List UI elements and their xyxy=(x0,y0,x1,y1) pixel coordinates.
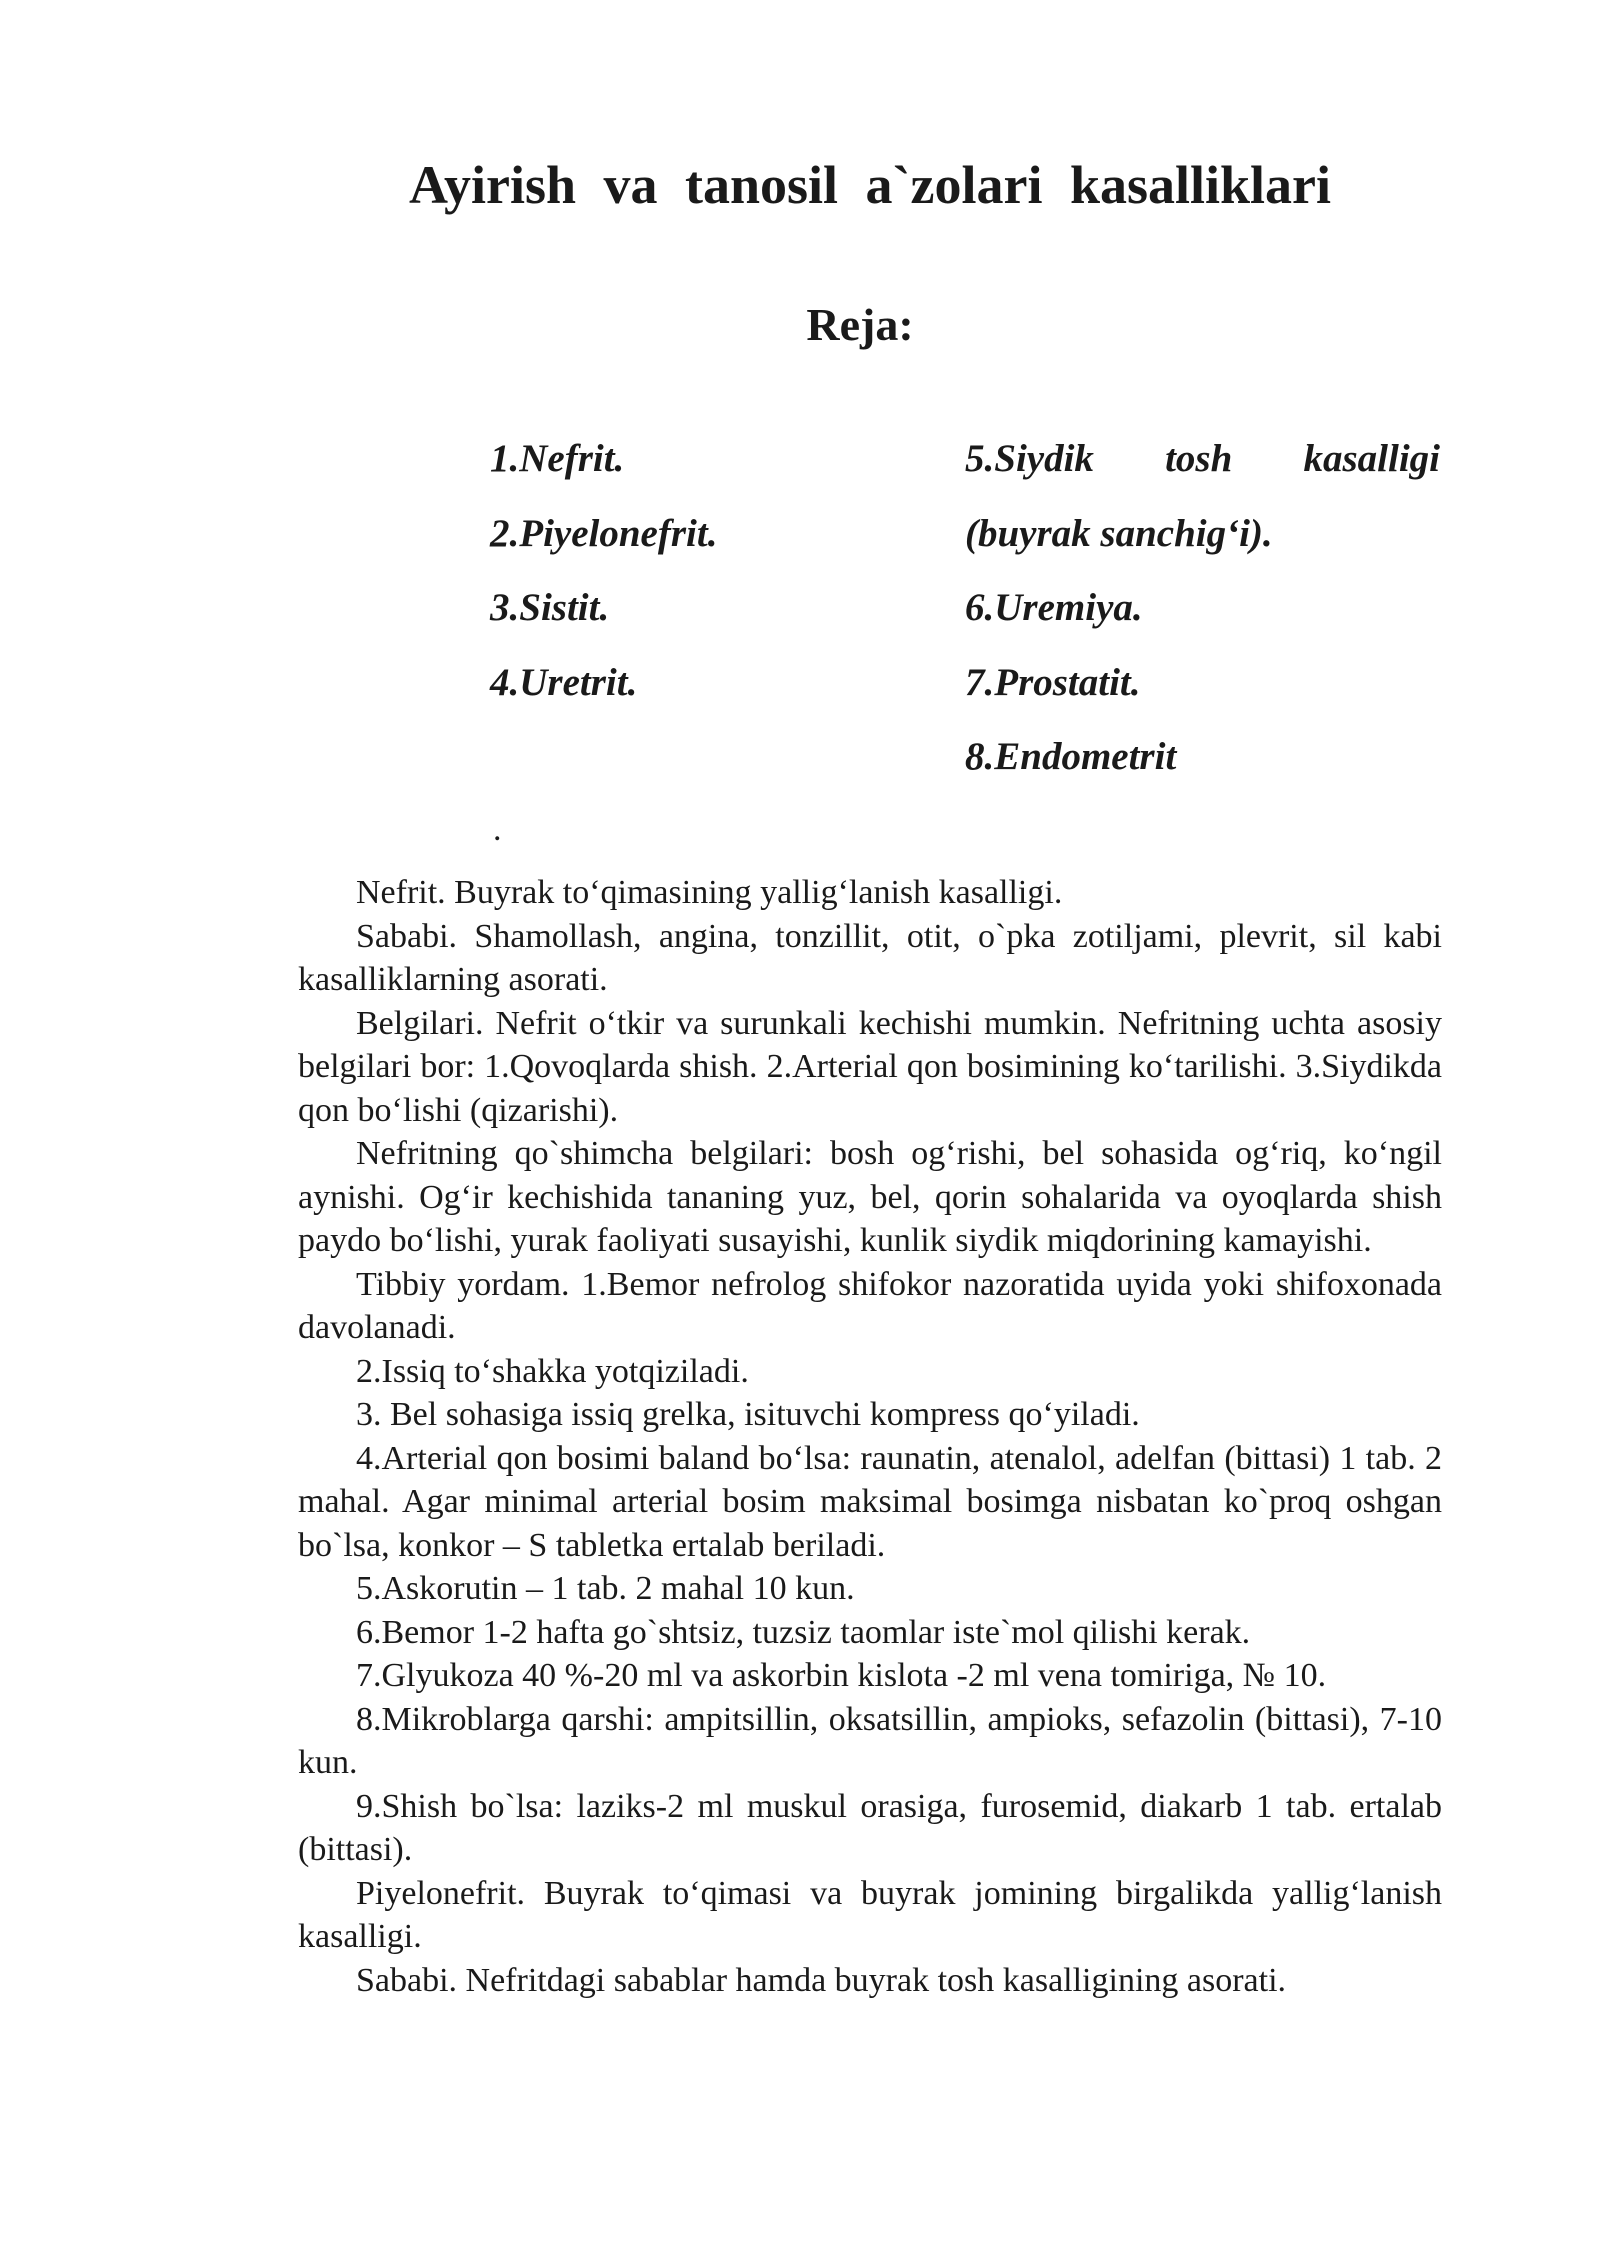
paragraph: Nefrit. Buyrak to‘qimasining yallig‘lanish kasalligi. xyxy=(356,874,1063,911)
paragraph: 5.Askorutin – 1 tab. 2 mahal 10 kun. xyxy=(356,1570,855,1607)
page-title: Ayirish va tanosil a`zolari kasalliklari xyxy=(408,155,1332,215)
paragraph: Sababi. Nefritdagi sabablar hamda buyrak tosh kasalligining asorati. xyxy=(356,1961,1287,1999)
paragraph: Piyelonefrit. Buyrak to‘qimasi va buyrak jomining birgalikda yallig‘lanish kasalligi. xyxy=(298,1874,1442,1955)
plan-list-right xyxy=(965,422,1440,795)
paragraph: Nefritning qo`shimcha belgilari: bosh og‘rishi, bel sohasida og‘riq, ko‘ngil aynishi. Og‘ir kechishida tananing yuz, bel, qorin sohalarida va oyoqlarda shish paydo bo‘lishi, yurak faoliyati susayishi, kunlik siydik miqdorining kamayishi. xyxy=(298,1135,1442,1259)
plan-heading: Reja: xyxy=(806,299,914,350)
plan-list-left xyxy=(490,422,930,720)
paragraph: 9.Shish bo`lsa: laziks-2 ml muskul orasiga, furosemid, diakarb 1 tab. ertalab (bittasi). xyxy=(298,1787,1442,1868)
plan-item: 3.Sistit. xyxy=(490,586,610,629)
plan-item: 1.Nefrit. xyxy=(490,437,625,480)
stray-dot: . xyxy=(493,811,502,848)
plan-item xyxy=(965,422,1440,497)
paragraph: 4.Arterial qon bosimi baland bo‘lsa: raunatin, atenalol, adelfan (bittasi) 1 tab. 2 mahal. Agar minimal arterial bosim maksimal bosimga nisbatan ko`proq oshgan bo`lsa, konkor – S tabletka ertalab beriladi. xyxy=(298,1439,1442,1564)
plan-item: 8.Endometrit xyxy=(965,735,1177,778)
paragraph: 8.Mikroblarga qarshi: ampitsillin, oksatsillin, ampioks, sefazolin (bittasi), 7-10 kun. xyxy=(298,1700,1442,1781)
plan-item: 2.Piyelonefrit. xyxy=(490,511,718,555)
body-text xyxy=(298,871,1442,2002)
paragraph: Belgilari. Nefrit o‘tkir va surunkali kechishi mumkin. Nefritning uchta asosiy belgilari bor: 1.Qovoqlarda shish. 2.Arterial qon bosimining ko‘tarilishi. 3.Siydikda qon bo‘lishi (qizarishi). xyxy=(298,1004,1442,1129)
plan-item-text: 5.Siydik tosh kasalligi xyxy=(965,437,1440,480)
plan-item: (buyrak sanchig‘i). xyxy=(965,511,1273,555)
paragraph: 2.Issiq to‘shakka yotqiziladi. xyxy=(356,1352,749,1390)
plan-item: 7.Prostatit. xyxy=(965,660,1141,704)
paragraph: 7.Glyukoza 40 %-20 ml va askorbin kislota -2 ml vena tomiriga, № 10. xyxy=(356,1657,1327,1694)
paragraph: 6.Bemor 1-2 hafta go`shtsiz, tuzsiz taomlar iste`mol qilishi kerak. xyxy=(356,1613,1251,1651)
plan-item: 6.Uremiya. xyxy=(965,586,1143,629)
paragraph: Tibbiy yordam. 1.Bemor nefrolog shifokor nazoratida uyida yoki shifoxonada davolanadi. xyxy=(298,1265,1442,1346)
paragraph: Sababi. Shamollash, angina, tonzillit, otit, o`pka zotiljami, plevrit, sil kabi kasalliklarning asorati. xyxy=(298,917,1442,998)
plan-item: 4.Uretrit. xyxy=(490,660,638,704)
paragraph: 3. Bel sohasiga issiq grelka, isituvchi kompress qo‘yiladi. xyxy=(356,1396,1140,1433)
